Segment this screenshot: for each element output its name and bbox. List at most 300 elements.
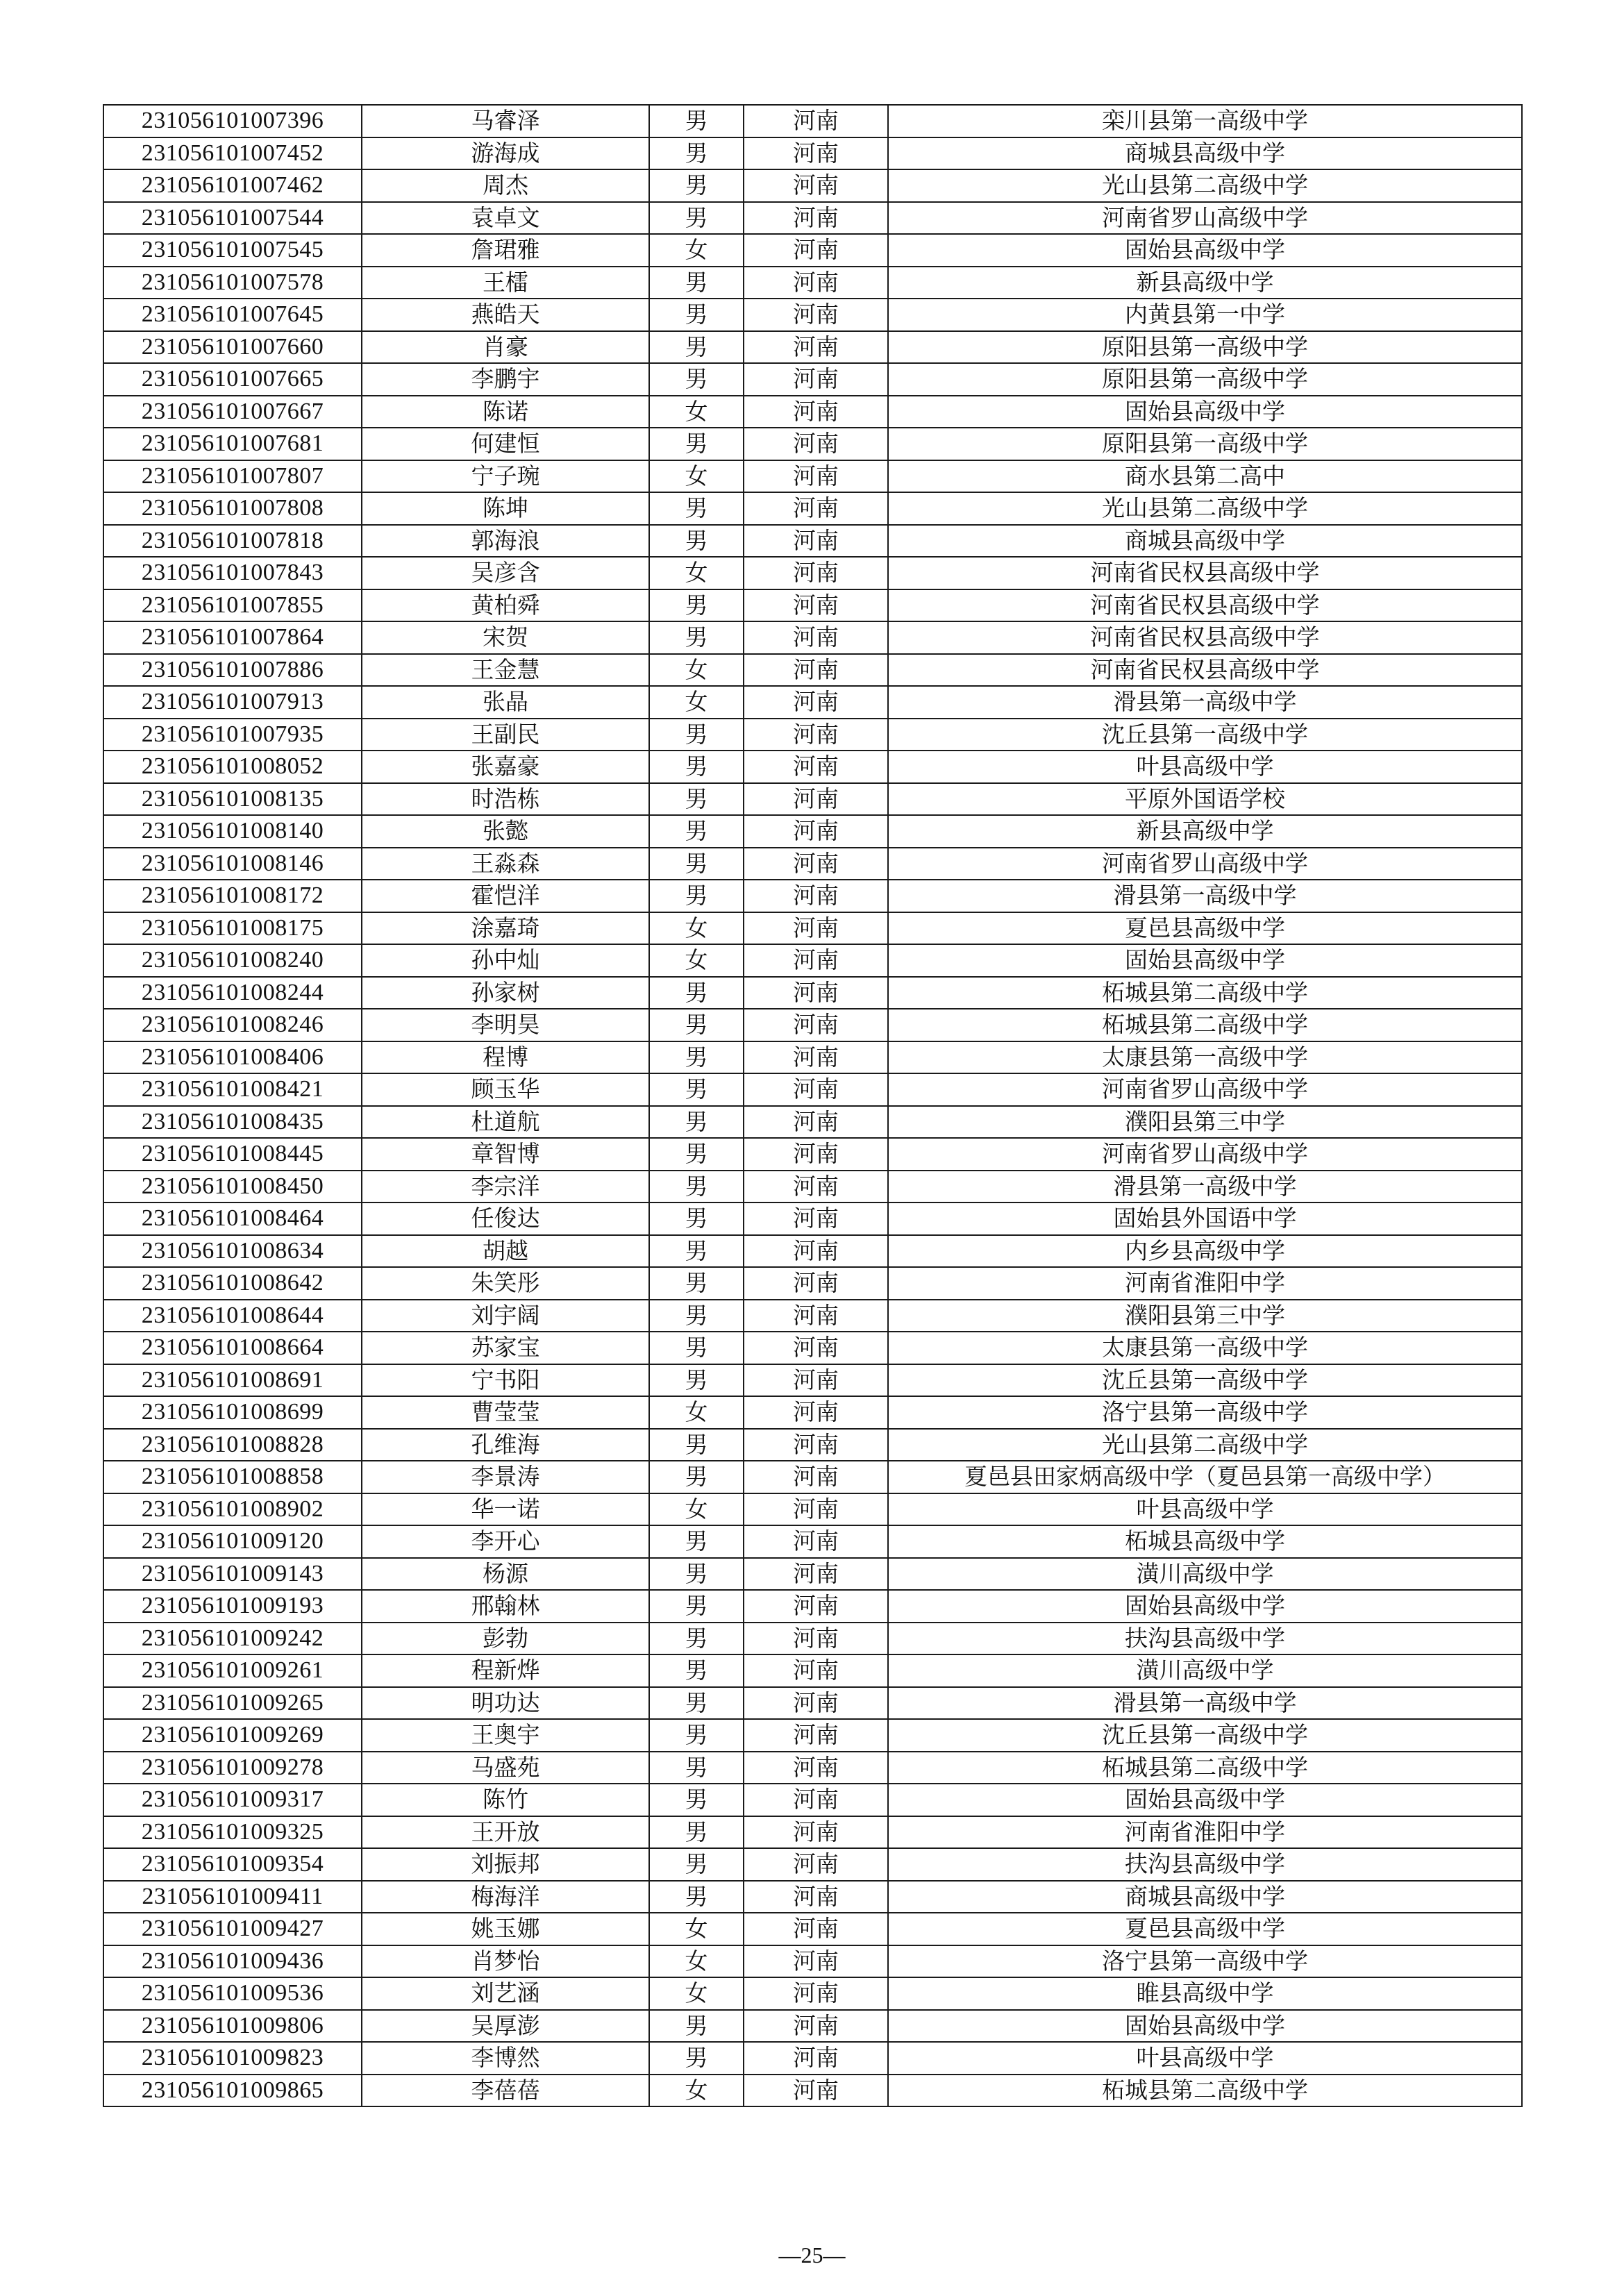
student-name-cell: 王淼森 [362,848,649,880]
school-cell: 潢川高级中学 [888,1558,1522,1591]
student-name-cell: 李景涛 [362,1461,649,1493]
school-cell: 夏邑县高级中学 [888,912,1522,945]
table-row [103,1977,1522,2010]
student-name-cell: 肖豪 [362,331,649,364]
student-name-cell: 任俊达 [362,1203,649,1235]
student-name-cell: 明功达 [362,1687,649,1720]
school-cell: 睢县高级中学 [888,1977,1522,2010]
table-row [103,1332,1522,1364]
province-cell: 河南 [744,1267,888,1300]
table-row [103,848,1522,880]
student-name-cell: 李鹏宇 [362,363,649,396]
student-name-cell: 陈坤 [362,492,649,525]
candidate-id-cell: 231056101008421 [103,1073,362,1106]
school-cell: 原阳县第一高级中学 [888,428,1522,460]
candidate-id-cell: 231056101009120 [103,1525,362,1558]
gender-cell: 女 [649,686,744,719]
table-row [103,1719,1522,1752]
gender-cell: 男 [649,1654,744,1687]
province-cell: 河南 [744,1429,888,1461]
province-cell: 河南 [744,234,888,267]
school-cell: 光山县第二高级中学 [888,169,1522,202]
table-row [103,1493,1522,1526]
school-cell: 柘城县高级中学 [888,1525,1522,1558]
gender-cell: 女 [649,1396,744,1429]
table-row [103,1461,1522,1493]
candidate-id-cell: 231056101007645 [103,299,362,331]
student-name-cell: 王副民 [362,719,649,751]
gender-cell: 男 [649,1009,744,1041]
province-cell: 河南 [744,686,888,719]
candidate-id-cell: 231056101009865 [103,2075,362,2107]
table-row [103,1041,1522,1074]
table-row [103,944,1522,977]
province-cell: 河南 [744,944,888,977]
school-cell: 滑县第一高级中学 [888,880,1522,912]
gender-cell: 男 [649,525,744,558]
candidate-id-cell: 231056101008699 [103,1396,362,1429]
student-name-cell: 宋贺 [362,621,649,654]
student-name-cell: 陈诺 [362,396,649,428]
gender-cell: 男 [649,169,744,202]
province-cell: 河南 [744,1525,888,1558]
student-name-cell: 时浩栋 [362,783,649,816]
table-row [103,719,1522,751]
province-cell: 河南 [744,1687,888,1720]
gender-cell: 男 [649,1687,744,1720]
school-cell: 商城县高级中学 [888,525,1522,558]
table-row [103,589,1522,622]
province-cell: 河南 [744,428,888,460]
student-name-cell: 李博然 [362,2042,649,2075]
school-cell: 太康县第一高级中学 [888,1332,1522,1364]
province-cell: 河南 [744,202,888,235]
province-cell: 河南 [744,621,888,654]
gender-cell: 男 [649,428,744,460]
province-cell: 河南 [744,1396,888,1429]
province-cell: 河南 [744,1654,888,1687]
student-name-cell: 张晶 [362,686,649,719]
gender-cell: 男 [649,783,744,816]
school-cell: 固始县高级中学 [888,1590,1522,1623]
candidate-id-cell: 231056101009278 [103,1752,362,1784]
gender-cell: 女 [649,234,744,267]
gender-cell: 男 [649,751,744,783]
student-name-cell: 李明昊 [362,1009,649,1041]
province-cell: 河南 [744,1300,888,1332]
student-name-cell: 刘艺涵 [362,1977,649,2010]
table-row [103,751,1522,783]
table-row [103,299,1522,331]
gender-cell: 男 [649,1332,744,1364]
table-row [103,557,1522,589]
school-cell: 平原外国语学校 [888,783,1522,816]
gender-cell: 男 [649,1171,744,1203]
table-row [103,1429,1522,1461]
table-row [103,783,1522,816]
candidate-id-cell: 231056101009427 [103,1913,362,1945]
student-name-cell: 苏家宝 [362,1332,649,1364]
school-cell: 河南省民权县高级中学 [888,557,1522,589]
candidate-id-cell: 231056101008464 [103,1203,362,1235]
school-cell: 商水县第二高中 [888,460,1522,493]
student-name-cell: 袁卓文 [362,202,649,235]
school-cell: 洛宁县第一高级中学 [888,1945,1522,1978]
student-name-cell: 何建恒 [362,428,649,460]
student-name-cell: 宁书阳 [362,1364,649,1397]
gender-cell: 女 [649,1913,744,1945]
province-cell: 河南 [744,589,888,622]
student-name-cell: 杨源 [362,1558,649,1591]
candidate-id-cell: 231056101008435 [103,1106,362,1139]
table-row [103,525,1522,558]
candidate-id-cell: 231056101007864 [103,621,362,654]
table-row [103,1203,1522,1235]
school-cell: 固始县高级中学 [888,1784,1522,1816]
student-name-cell: 马盛苑 [362,1752,649,1784]
gender-cell: 男 [649,202,744,235]
province-cell: 河南 [744,169,888,202]
student-name-cell: 程新烨 [362,1654,649,1687]
province-cell: 河南 [744,1364,888,1397]
gender-cell: 女 [649,654,744,687]
gender-cell: 女 [649,1945,744,1978]
province-cell: 河南 [744,1558,888,1591]
province-cell: 河南 [744,1461,888,1493]
province-cell: 河南 [744,912,888,945]
province-cell: 河南 [744,1913,888,1945]
gender-cell: 男 [649,2042,744,2075]
school-cell: 太康县第一高级中学 [888,1041,1522,1074]
candidate-id-cell: 231056101007681 [103,428,362,460]
candidate-id-cell: 231056101009354 [103,1848,362,1881]
student-name-cell: 李宗洋 [362,1171,649,1203]
student-name-cell: 燕皓天 [362,299,649,331]
candidate-id-cell: 231056101009823 [103,2042,362,2075]
gender-cell: 男 [649,977,744,1009]
gender-cell: 男 [649,621,744,654]
student-name-cell: 马睿泽 [362,105,649,137]
school-cell: 濮阳县第三中学 [888,1106,1522,1139]
student-name-cell: 王奥宇 [362,1719,649,1752]
student-name-cell: 吴厚澎 [362,2010,649,2043]
school-cell: 滑县第一高级中学 [888,1687,1522,1720]
school-cell: 商城县高级中学 [888,1881,1522,1913]
school-cell: 潢川高级中学 [888,1654,1522,1687]
candidate-id-cell: 231056101009143 [103,1558,362,1591]
student-name-cell: 刘振邦 [362,1848,649,1881]
student-name-cell: 张嘉豪 [362,751,649,783]
candidate-id-cell: 231056101009265 [103,1687,362,1720]
gender-cell: 男 [649,137,744,170]
school-cell: 内乡县高级中学 [888,1235,1522,1268]
candidate-id-cell: 231056101007808 [103,492,362,525]
gender-cell: 男 [649,1848,744,1881]
school-cell: 光山县第二高级中学 [888,492,1522,525]
table-row [103,492,1522,525]
school-cell: 濮阳县第三中学 [888,1300,1522,1332]
student-name-cell: 李开心 [362,1525,649,1558]
province-cell: 河南 [744,880,888,912]
school-cell: 河南省罗山高级中学 [888,848,1522,880]
table-row [103,686,1522,719]
student-name-cell: 孙家树 [362,977,649,1009]
gender-cell: 女 [649,944,744,977]
gender-cell: 男 [649,1590,744,1623]
province-cell: 河南 [744,1881,888,1913]
student-name-cell: 詹珺雅 [362,234,649,267]
school-cell: 商城县高级中学 [888,137,1522,170]
gender-cell: 男 [649,363,744,396]
province-cell: 河南 [744,1009,888,1041]
table-row [103,1558,1522,1591]
table-row [103,1913,1522,1945]
school-cell: 柘城县第二高级中学 [888,1009,1522,1041]
student-name-cell: 胡越 [362,1235,649,1268]
gender-cell: 女 [649,557,744,589]
candidate-id-cell: 231056101009317 [103,1784,362,1816]
school-cell: 新县高级中学 [888,815,1522,848]
candidate-id-cell: 231056101009536 [103,1977,362,2010]
school-cell: 河南省民权县高级中学 [888,621,1522,654]
province-cell: 河南 [744,299,888,331]
table-row [103,363,1522,396]
gender-cell: 男 [649,880,744,912]
gender-cell: 男 [649,1106,744,1139]
gender-cell: 男 [649,1138,744,1171]
table-row [103,2010,1522,2043]
candidate-id-cell: 231056101008644 [103,1300,362,1332]
candidate-id-cell: 231056101007855 [103,589,362,622]
school-cell: 洛宁县第一高级中学 [888,1396,1522,1429]
school-cell: 扶沟县高级中学 [888,1848,1522,1881]
province-cell: 河南 [744,267,888,299]
student-name-cell: 黄柏舜 [362,589,649,622]
candidate-id-cell: 231056101008052 [103,751,362,783]
candidate-id-cell: 231056101008902 [103,1493,362,1526]
school-cell: 叶县高级中学 [888,1493,1522,1526]
candidate-id-cell: 231056101007665 [103,363,362,396]
student-name-cell: 宁子琬 [362,460,649,493]
province-cell: 河南 [744,1977,888,2010]
table-row [103,1138,1522,1171]
student-name-cell: 涂嘉琦 [362,912,649,945]
gender-cell: 男 [649,1816,744,1849]
candidate-id-cell: 231056101007886 [103,654,362,687]
candidate-id-cell: 231056101008664 [103,1332,362,1364]
province-cell: 河南 [744,460,888,493]
table-row [103,1654,1522,1687]
province-cell: 河南 [744,1590,888,1623]
school-cell: 叶县高级中学 [888,751,1522,783]
province-cell: 河南 [744,557,888,589]
school-cell: 河南省罗山高级中学 [888,1138,1522,1171]
school-cell: 夏邑县高级中学 [888,1913,1522,1945]
candidate-id-cell: 231056101007544 [103,202,362,235]
gender-cell: 男 [649,267,744,299]
province-cell: 河南 [744,751,888,783]
candidate-id-cell: 231056101008634 [103,1235,362,1268]
student-name-cell: 孔维海 [362,1429,649,1461]
student-name-cell: 刘宇阔 [362,1300,649,1332]
school-cell: 栾川县第一高级中学 [888,105,1522,137]
table-row [103,654,1522,687]
candidate-id-cell: 231056101007843 [103,557,362,589]
school-cell: 光山县第二高级中学 [888,1429,1522,1461]
gender-cell: 男 [649,1881,744,1913]
gender-cell: 女 [649,2075,744,2107]
table-row [103,396,1522,428]
table-row [103,1752,1522,1784]
gender-cell: 男 [649,331,744,364]
gender-cell: 男 [649,1784,744,1816]
province-cell: 河南 [744,105,888,137]
table-row [103,815,1522,848]
province-cell: 河南 [744,525,888,558]
school-cell: 夏邑县田家炳高级中学（夏邑县第一高级中学） [888,1461,1522,1493]
candidate-id-cell: 231056101009242 [103,1623,362,1655]
school-cell: 固始县高级中学 [888,396,1522,428]
table-row [103,912,1522,945]
candidate-id-cell: 231056101009806 [103,2010,362,2043]
student-name-cell: 周杰 [362,169,649,202]
candidate-id-cell: 231056101007807 [103,460,362,493]
roster-body [103,105,1522,2106]
school-cell: 固始县高级中学 [888,944,1522,977]
table-row [103,880,1522,912]
gender-cell: 男 [649,719,744,751]
gender-cell: 男 [649,1267,744,1300]
province-cell: 河南 [744,2042,888,2075]
province-cell: 河南 [744,1235,888,1268]
school-cell: 沈丘县第一高级中学 [888,719,1522,751]
school-cell: 河南省民权县高级中学 [888,589,1522,622]
gender-cell: 男 [649,1623,744,1655]
gender-cell: 男 [649,1041,744,1074]
table-row [103,460,1522,493]
province-cell: 河南 [744,719,888,751]
table-row [103,1364,1522,1397]
student-name-cell: 王檑 [362,267,649,299]
gender-cell: 男 [649,1364,744,1397]
table-row [103,105,1522,137]
table-row [103,331,1522,364]
table-row [103,1881,1522,1913]
table-row [103,267,1522,299]
school-cell: 内黄县第一中学 [888,299,1522,331]
table-row [103,1525,1522,1558]
student-name-cell: 吴彦含 [362,557,649,589]
gender-cell: 男 [649,299,744,331]
student-name-cell: 王开放 [362,1816,649,1849]
table-row [103,1396,1522,1429]
gender-cell: 男 [649,1203,744,1235]
student-roster-table [103,104,1523,2107]
gender-cell: 男 [649,1235,744,1268]
gender-cell: 男 [649,1752,744,1784]
province-cell: 河南 [744,1719,888,1752]
candidate-id-cell: 231056101007660 [103,331,362,364]
student-name-cell: 游海成 [362,137,649,170]
province-cell: 河南 [744,1848,888,1881]
student-name-cell: 曹莹莹 [362,1396,649,1429]
candidate-id-cell: 231056101009411 [103,1881,362,1913]
school-cell: 沈丘县第一高级中学 [888,1719,1522,1752]
gender-cell: 女 [649,912,744,945]
province-cell: 河南 [744,1106,888,1139]
candidate-id-cell: 231056101008175 [103,912,362,945]
province-cell: 河南 [744,1138,888,1171]
gender-cell: 女 [649,1493,744,1526]
student-name-cell: 华一诺 [362,1493,649,1526]
student-name-cell: 顾玉华 [362,1073,649,1106]
province-cell: 河南 [744,1332,888,1364]
province-cell: 河南 [744,815,888,848]
table-row [103,1945,1522,1978]
gender-cell: 男 [649,2010,744,2043]
candidate-id-cell: 231056101008691 [103,1364,362,1397]
candidate-id-cell: 231056101008450 [103,1171,362,1203]
province-cell: 河南 [744,492,888,525]
candidate-id-cell: 231056101009325 [103,1816,362,1849]
table-row [103,1171,1522,1203]
candidate-id-cell: 231056101009436 [103,1945,362,1978]
table-row [103,1590,1522,1623]
school-cell: 柘城县第二高级中学 [888,977,1522,1009]
gender-cell: 男 [649,1525,744,1558]
school-cell: 河南省民权县高级中学 [888,654,1522,687]
gender-cell: 女 [649,460,744,493]
table-row [103,2075,1522,2107]
school-cell: 柘城县第二高级中学 [888,1752,1522,1784]
student-name-cell: 杜道航 [362,1106,649,1139]
province-cell: 河南 [744,1752,888,1784]
school-cell: 原阳县第一高级中学 [888,331,1522,364]
candidate-id-cell: 231056101007452 [103,137,362,170]
province-cell: 河南 [744,848,888,880]
student-name-cell: 邢翰林 [362,1590,649,1623]
school-cell: 河南省罗山高级中学 [888,202,1522,235]
province-cell: 河南 [744,331,888,364]
candidate-id-cell: 231056101008828 [103,1429,362,1461]
gender-cell: 女 [649,1977,744,2010]
table-row [103,1816,1522,1849]
gender-cell: 男 [649,848,744,880]
candidate-id-cell: 231056101008240 [103,944,362,977]
student-name-cell: 梅海洋 [362,1881,649,1913]
student-name-cell: 姚玉娜 [362,1913,649,1945]
school-cell: 河南省淮阳中学 [888,1267,1522,1300]
school-cell: 原阳县第一高级中学 [888,363,1522,396]
province-cell: 河南 [744,654,888,687]
gender-cell: 男 [649,1461,744,1493]
table-row [103,1009,1522,1041]
school-cell: 固始县高级中学 [888,2010,1522,2043]
table-row [103,977,1522,1009]
candidate-id-cell: 231056101008858 [103,1461,362,1493]
page-number: —25— [778,2243,846,2268]
gender-cell: 女 [649,396,744,428]
student-name-cell: 张懿 [362,815,649,848]
province-cell: 河南 [744,363,888,396]
candidate-id-cell: 231056101009261 [103,1654,362,1687]
student-name-cell: 彭勃 [362,1623,649,1655]
table-row [103,1784,1522,1816]
province-cell: 河南 [744,2075,888,2107]
table-row [103,1848,1522,1881]
gender-cell: 男 [649,492,744,525]
candidate-id-cell: 231056101007818 [103,525,362,558]
